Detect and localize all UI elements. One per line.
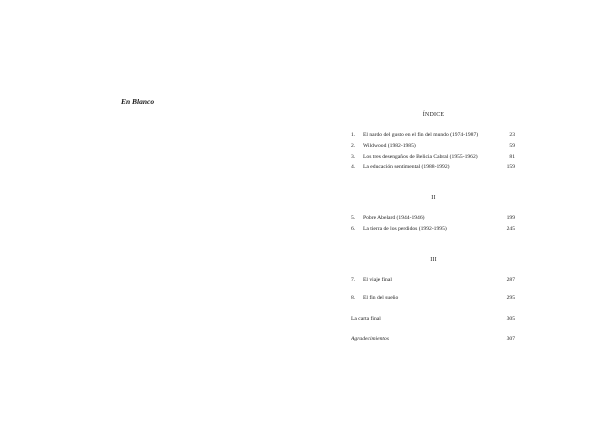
toc-entry (351, 164, 515, 170)
toc-page: 287 (506, 277, 515, 283)
toc-number: 4. (351, 164, 356, 170)
toc-page: 81 (509, 154, 515, 160)
toc-number: 3. (351, 154, 356, 160)
index-heading: ÍNDICE (422, 112, 445, 118)
toc-number: 2. (351, 143, 356, 149)
toc-number: 5. (351, 215, 356, 221)
toc-page: 23 (509, 132, 515, 138)
toc-entry (351, 277, 515, 283)
toc-page: 245 (506, 226, 515, 232)
toc-title: Pobre Abelard (1944-1946) (363, 215, 425, 221)
toc-page: 295 (506, 295, 515, 301)
toc-entry (351, 132, 515, 138)
toc-page: 199 (506, 215, 515, 221)
toc-entry-extra (351, 336, 515, 342)
toc-title: Wildwood (1982-1985) (363, 143, 416, 149)
toc-title: El fin del sueño (363, 295, 399, 301)
part-heading: III (430, 257, 437, 263)
toc-number: 8. (351, 295, 356, 301)
toc-page: 307 (506, 336, 515, 342)
toc-number: 7. (351, 277, 356, 283)
toc-entry (351, 143, 515, 149)
toc-entry (351, 295, 515, 301)
toc-entry (351, 154, 515, 160)
toc-entry-extra (351, 316, 515, 322)
left-page-title: En Blanco (121, 97, 155, 106)
toc-number: 1. (351, 132, 356, 138)
toc-title: La educación sentimental (1988-1992) (363, 164, 450, 170)
toc-page: 159 (506, 164, 515, 170)
toc-number: 6. (351, 226, 356, 232)
toc-title: La tierra de los perdidos (1992-1995) (363, 226, 447, 232)
toc-title: La carta final (351, 316, 381, 322)
toc-page: 59 (509, 143, 515, 149)
toc-page: 305 (506, 316, 515, 322)
part-heading: II (431, 195, 436, 201)
toc-title: El nardo del gusto en el fin del mundo (1974-1987) (363, 132, 479, 138)
toc-entry (351, 226, 515, 232)
toc-title: Los tres desengaños de Belicia Cabral (1955-1962) (363, 154, 478, 160)
toc-title: El viaje final (363, 277, 392, 283)
toc-entry (351, 215, 515, 221)
toc-title: Agradecimientos (351, 336, 389, 342)
